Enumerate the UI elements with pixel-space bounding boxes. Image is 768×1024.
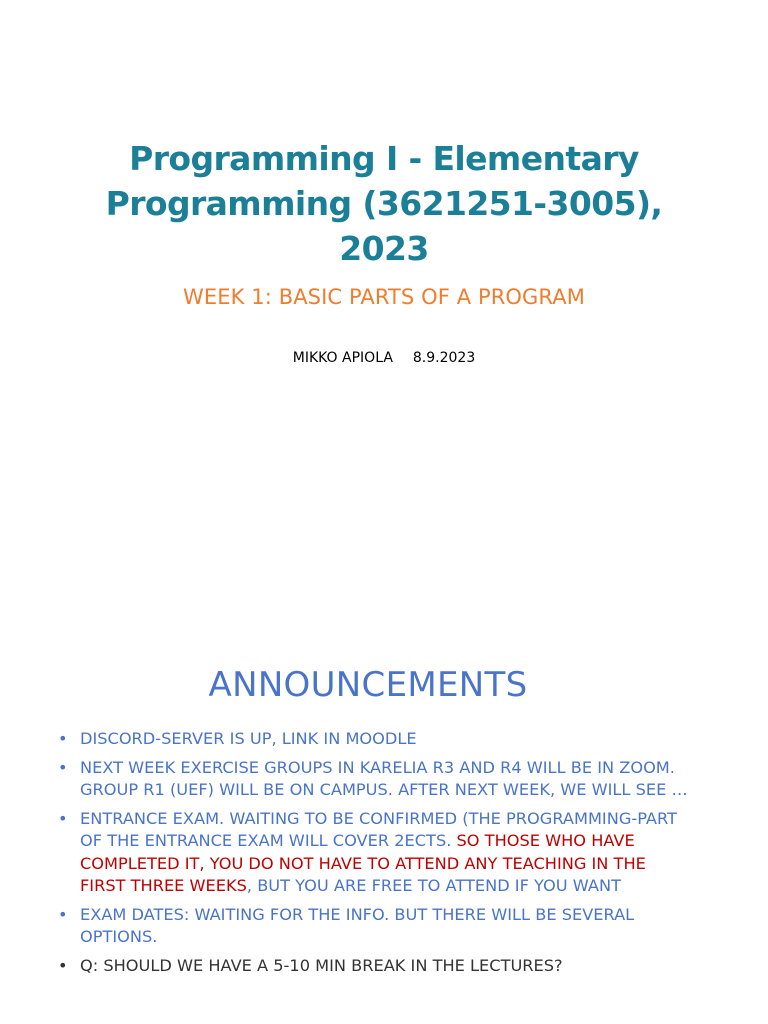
- list-item-text: NEXT WEEK EXERCISE GROUPS IN KARELIA R3 AND R4 WILL BE IN ZOOM. GROUP R1 (UEF) WILL BE ON CAMPUS. AFTER NEXT WEEK, WE WILL SEE …: [80, 757, 688, 799]
- bullet-icon: •: [58, 955, 68, 975]
- list-item-text: ENTRANCE EXAM. WAITING TO BE CONFIRMED (THE PROGRAMMING-PART OF THE ENTRANCE EXAM WILL COVER 2ECTS.: [80, 808, 677, 850]
- list-item-entrance-exam: [56, 808, 696, 898]
- announcements-list: [56, 728, 696, 983]
- byline: [0, 348, 768, 368]
- bullet-icon: •: [58, 757, 68, 777]
- announcements-heading: ANNOUNCEMENTS: [208, 665, 528, 705]
- slide-title-line-3: 2023: [339, 229, 429, 268]
- presentation-date: 8.9.2023: [412, 350, 476, 366]
- author-name: MIKKO APIOLA: [292, 350, 393, 366]
- list-item-discord: [56, 728, 696, 751]
- slide-title-line-1: Programming I - Elementary: [129, 139, 639, 178]
- slide-subtitle: WEEK 1: BASIC PARTS OF A PROGRAM: [183, 285, 585, 309]
- slide-title: [64, 136, 704, 271]
- bullet-icon: •: [58, 904, 68, 924]
- list-item-emphasis: SO THOSE WHO HAVE COMPLETED IT, YOU DO NOT HAVE TO ATTEND ANY TEACHING IN THE FIRST THREE WEEKS: [80, 831, 646, 895]
- bullet-icon: •: [58, 808, 68, 828]
- list-item-text: EXAM DATES: WAITING FOR THE INFO. BUT THERE WILL BE SEVERAL OPTIONS.: [80, 904, 635, 946]
- list-item-exercise-groups: [56, 757, 696, 802]
- bullet-icon: •: [58, 729, 68, 748]
- list-item-break-question: [56, 955, 696, 978]
- list-item-text-end: , BUT YOU ARE FREE TO ATTEND IF YOU WANT: [246, 876, 621, 895]
- list-item-text: DISCORD-SERVER IS UP, LINK IN MOODLE: [80, 729, 417, 748]
- list-item-exam-dates: [56, 904, 696, 949]
- list-item-text: Q: SHOULD WE HAVE A 5-10 MIN BREAK IN THE LECTURES?: [80, 955, 563, 975]
- slide-title-line-2: Programming (3621251-3005),: [105, 184, 663, 223]
